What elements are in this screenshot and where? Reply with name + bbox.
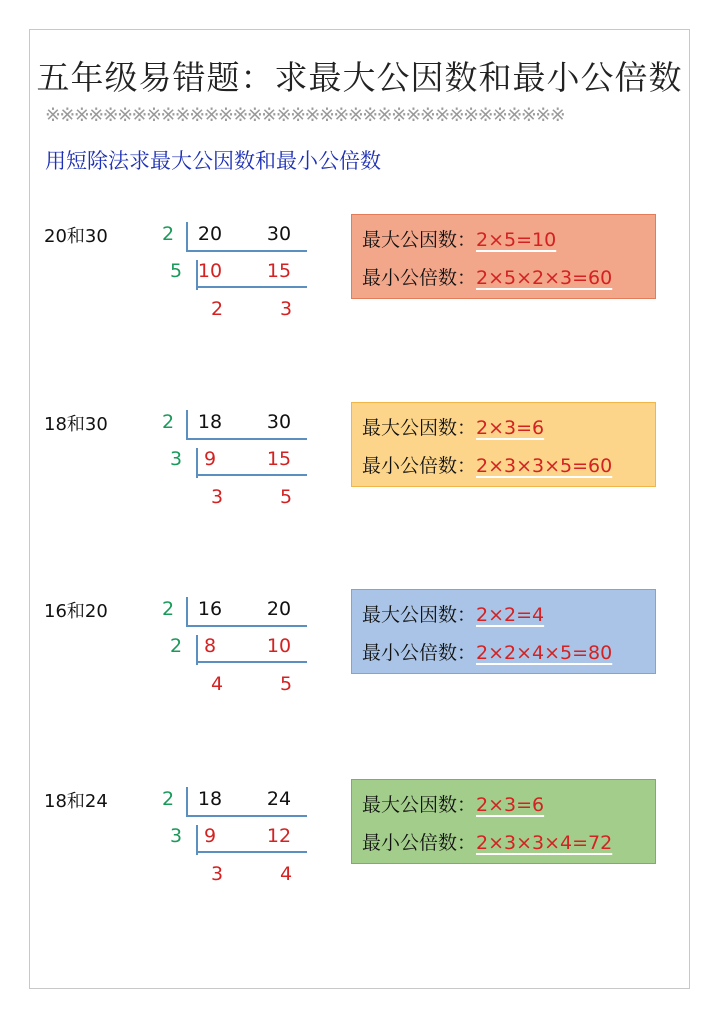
- number-b: 30: [266, 411, 292, 433]
- divisor-1: 2: [161, 411, 175, 433]
- gcf-row: [362, 600, 655, 638]
- lcm-row: [362, 263, 655, 301]
- answer-box: [351, 214, 656, 299]
- division-line-2: [196, 286, 307, 288]
- quotient-a: 8: [203, 635, 217, 657]
- result-a: 3: [210, 486, 224, 508]
- quotient-b: 15: [266, 448, 292, 470]
- divisor-1: 2: [161, 788, 175, 810]
- answer-box: [351, 589, 656, 674]
- problem-label: 18和30: [44, 414, 108, 435]
- problem-1: [0, 222, 719, 342]
- gcf-value: 2×2=4: [476, 604, 545, 626]
- division-bracket-1: [186, 597, 188, 627]
- problem-label: 20和30: [44, 226, 108, 247]
- answer-box: [351, 402, 656, 487]
- lcm-value: 2×3×3×5=60: [476, 455, 613, 477]
- problem-label: 16和20: [44, 601, 108, 622]
- gcf-label: 最大公因数：: [362, 794, 477, 816]
- division-line-2: [196, 851, 307, 853]
- gcf-row: [362, 225, 655, 263]
- problem-label: 18和24: [44, 791, 108, 812]
- number-b: 24: [266, 788, 292, 810]
- section-subtitle: 用短除法求最大公因数和最小公倍数: [45, 149, 381, 173]
- number-a: 18: [197, 411, 223, 433]
- lcm-label: 最小公倍数：: [362, 455, 477, 477]
- gcf-label: 最大公因数：: [362, 417, 477, 439]
- number-b: 30: [266, 223, 292, 245]
- gcf-value: 2×3=6: [476, 417, 545, 439]
- division-bracket-1: [186, 410, 188, 440]
- result-a: 2: [210, 298, 224, 320]
- problem-2: [0, 410, 719, 530]
- result-b: 3: [279, 298, 293, 320]
- result-a: 3: [210, 863, 224, 885]
- quotient-b: 15: [266, 260, 292, 282]
- division-line-2: [196, 474, 307, 476]
- lcm-value: 2×2×4×5=80: [476, 642, 613, 664]
- page-title: 五年级易错题：求最大公因数和最小公倍数: [36, 58, 683, 97]
- quotient-a: 9: [203, 825, 217, 847]
- division-line-1: [186, 250, 307, 252]
- number-b: 20: [266, 598, 292, 620]
- division-line-2: [196, 661, 307, 663]
- number-a: 20: [197, 223, 223, 245]
- gcf-value: 2×3=6: [476, 794, 545, 816]
- number-a: 16: [197, 598, 223, 620]
- divisor-1: 2: [161, 598, 175, 620]
- result-b: 5: [279, 673, 293, 695]
- divisor-2: 3: [169, 448, 183, 470]
- quotient-a: 10: [197, 260, 223, 282]
- result-a: 4: [210, 673, 224, 695]
- division-bracket-1: [186, 222, 188, 252]
- decorative-divider: ※※※※※※※※※※※※※※※※※※※※※※※※※※※※※※※※※※※※: [45, 104, 565, 126]
- result-b: 4: [279, 863, 293, 885]
- division-line-1: [186, 815, 307, 817]
- lcm-row: [362, 451, 655, 489]
- lcm-row: [362, 638, 655, 676]
- problem-4: [0, 787, 719, 907]
- lcm-value: 2×3×3×4=72: [476, 832, 613, 854]
- division-line-1: [186, 438, 307, 440]
- divisor-1: 2: [161, 223, 175, 245]
- quotient-a: 9: [203, 448, 217, 470]
- lcm-label: 最小公倍数：: [362, 832, 477, 854]
- division-line-1: [186, 625, 307, 627]
- gcf-value: 2×5=10: [476, 229, 557, 251]
- gcf-row: [362, 790, 655, 828]
- gcf-label: 最大公因数：: [362, 604, 477, 626]
- result-b: 5: [279, 486, 293, 508]
- gcf-label: 最大公因数：: [362, 229, 477, 251]
- answer-box: [351, 779, 656, 864]
- lcm-label: 最小公倍数：: [362, 267, 477, 289]
- divisor-2: 5: [169, 260, 183, 282]
- lcm-value: 2×5×2×3=60: [476, 267, 613, 289]
- lcm-label: 最小公倍数：: [362, 642, 477, 664]
- quotient-b: 12: [266, 825, 292, 847]
- divisor-2: 2: [169, 635, 183, 657]
- division-bracket-1: [186, 787, 188, 817]
- problem-3: [0, 597, 719, 717]
- number-a: 18: [197, 788, 223, 810]
- divisor-2: 3: [169, 825, 183, 847]
- gcf-row: [362, 413, 655, 451]
- lcm-row: [362, 828, 655, 866]
- quotient-b: 10: [266, 635, 292, 657]
